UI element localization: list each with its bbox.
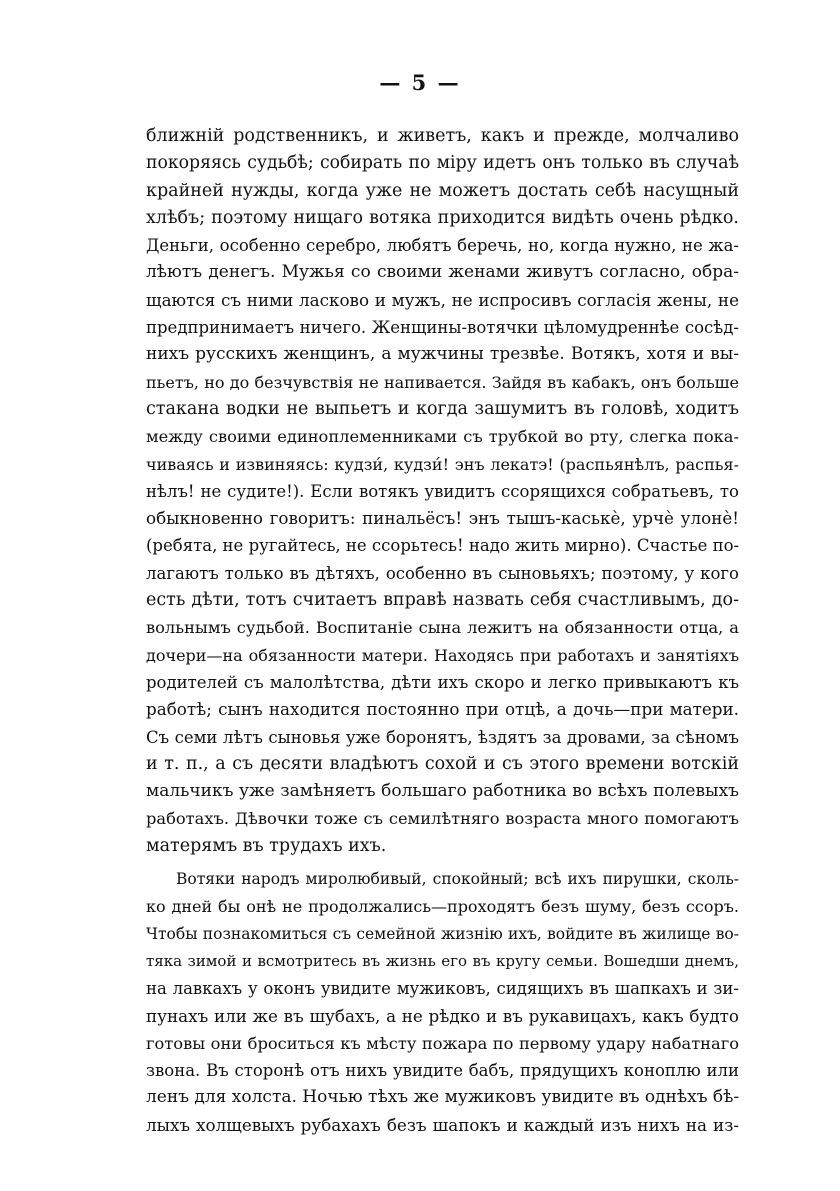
text-line: лагаютъ только въ дѣтяхъ, особенно въ сыновьяхъ; поэтому, у кого bbox=[146, 563, 739, 583]
text-line: и т. п., а съ десяти владѣютъ сохой и съ этого времени вотскій bbox=[146, 753, 739, 774]
text-line: пунахъ или же въ шубахъ, а не рѣдко и въ рукавицахъ, какъ будто bbox=[146, 1005, 739, 1026]
text-line: вольнымъ судьбой. Воспитаніе сына лежитъ на обязанности отца, а bbox=[146, 618, 739, 638]
text-line: родителей съ малолѣтства, дѣти ихъ скоро и легко привыкаютъ къ bbox=[146, 672, 739, 692]
text-line: Вотяки народъ миролюбивый, спокойный; всѣ ихъ пирушки, сколь- bbox=[176, 870, 739, 889]
text-block bbox=[146, 123, 739, 1139]
text-line: нихъ русскихъ женщинъ, а мужчины трезвѣе. Вотякъ, хотя и вы- bbox=[146, 344, 739, 365]
text-line: стакана водки не выпьетъ и когда зашумитъ въ головѣ, ходитъ bbox=[146, 398, 739, 419]
paragraph-1 bbox=[146, 123, 739, 860]
text-line: дочери—на обязанности матери. Находясь при работахъ и занятіяхъ bbox=[146, 645, 739, 665]
page-number: — 5 — bbox=[379, 70, 461, 95]
text-line: мальчикъ уже замѣняетъ большаго работника во всѣхъ полевыхъ bbox=[146, 781, 739, 802]
text-line: лѣютъ денегъ. Мужья со своими женами живутъ согласно, обра- bbox=[146, 262, 739, 283]
text-line: (ребята, не ругайтесь, не ссорьтесь! надо жить мирно). Счастье по- bbox=[146, 536, 739, 556]
text-line: крайней нужды, когда уже не можетъ достать себѣ насущный bbox=[146, 180, 739, 201]
text-line: тяка зимой и всмотритесь въ жизнь его въ кругу семьи. Вошедши днемъ, bbox=[146, 951, 739, 970]
text-line: звона. Въ сторонѣ отъ нихъ увидите бабъ, прядущихъ коноплю или bbox=[146, 1061, 739, 1081]
text-line: матерямъ въ трудахъ ихъ. bbox=[146, 835, 387, 856]
text-line: работѣ; сынъ находится постоянно при отцѣ, а дочь—при матери. bbox=[146, 699, 739, 720]
text-line: лыхъ холщевыхъ рубахахъ безъ шапокъ и каждый изъ нихъ на из- bbox=[146, 1114, 739, 1135]
text-line: обыкновенно говоритъ: пинальёсъ! энъ тышъ-каськѐ, урчѐ улонѐ! bbox=[146, 508, 739, 529]
text-line: ленъ для холста. Ночью тѣхъ же мужиковъ увидите въ однѣхъ бѣ- bbox=[146, 1087, 739, 1108]
text-line: между своими единоплеменниками съ трубкой во рту, слегка пока- bbox=[146, 427, 739, 447]
text-line: ближній родственникъ, и живетъ, какъ и прежде, молчаливо bbox=[146, 126, 739, 146]
text-line: готовы они броситься къ мѣсту пожара по первому удару набатнаго bbox=[146, 1033, 739, 1053]
text-line: ко дней бы онѣ не продолжались—проходятъ безъ шуму, безъ ссоръ. bbox=[146, 897, 739, 917]
text-line: на лавкахъ у оконъ увидите мужиковъ, сидящихъ въ шапкахъ и зи- bbox=[146, 979, 739, 999]
text-line: чиваясь и извиняясь: кудзи́, кудзи́! энъ лекатэ! (распьянѣлъ, распья- bbox=[146, 454, 739, 474]
text-line: нѣлъ! не судите!). Если вотякъ увидитъ ссорящихся собратьевъ, то bbox=[146, 481, 739, 501]
text-line: предпринимаетъ ничего. Женщины-вотячки цѣломудреннѣе сосѣд- bbox=[146, 318, 739, 338]
text-line: покоряясь судьбѣ; собирать по міру идетъ онъ только въ случаѣ bbox=[146, 153, 739, 174]
text-line: хлѣбъ; поэтому нищаго вотяка приходится видѣть очень рѣдко. bbox=[146, 207, 739, 228]
text-line: щаются съ ними ласково и мужъ, не испросивъ согласія жены, не bbox=[146, 289, 739, 310]
text-line: Чтобы познакомиться съ семейной жизнію ихъ, войдите въ жилище во- bbox=[146, 924, 739, 943]
text-line: есть дѣти, тотъ считаетъ вправѣ назвать себя счастливымъ, до- bbox=[146, 590, 739, 611]
text-line: пьетъ, но до безчувствія не напивается. Зайдя въ кабакъ, онъ больше bbox=[146, 372, 739, 392]
text-line: работахъ. Дѣвочки тоже съ семилѣтняго возраста много помогаютъ bbox=[146, 809, 739, 829]
text-line: Съ семи лѣтъ сыновья уже боронятъ, ѣздятъ за дровами, за сѣномъ bbox=[146, 727, 739, 747]
text-line: Деньги, особенно серебро, любятъ беречь, но, когда нужно, не жа- bbox=[146, 236, 739, 256]
paragraph-2 bbox=[146, 866, 739, 1139]
